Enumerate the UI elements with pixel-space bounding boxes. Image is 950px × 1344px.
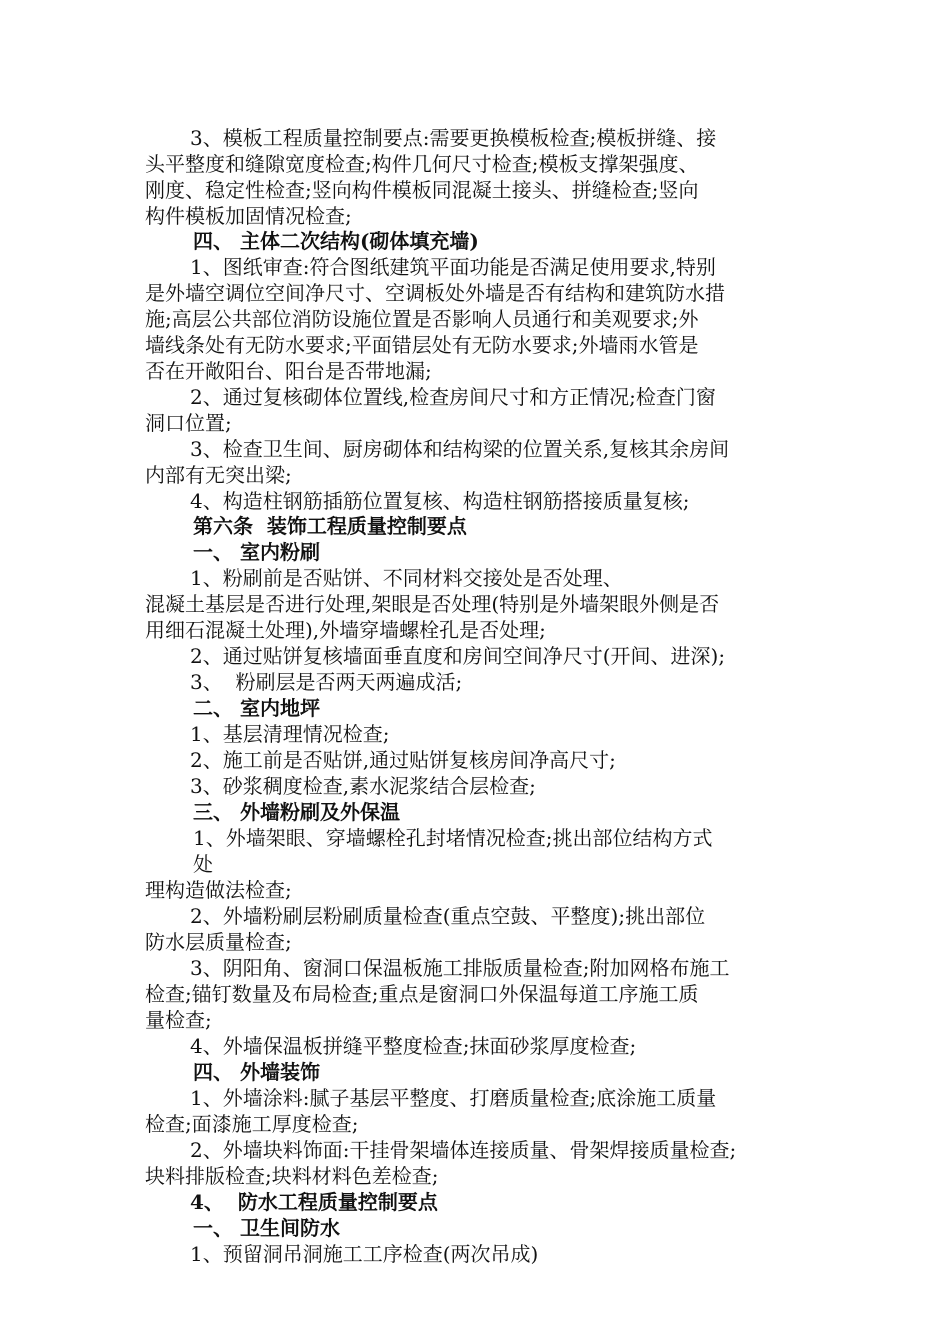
text-line: 检查;锚钉数量及布局检查;重点是窗洞口外保温每道工序施工质 bbox=[145, 982, 699, 1006]
text-line: 墙线条处有无防水要求;平面错层处有无防水要求;外墙雨水管是 bbox=[145, 333, 699, 357]
text-line: 3、 粉刷层是否两天两遍成活; bbox=[190, 670, 463, 694]
text-line: 2、施工前是否贴饼,通过贴饼复核房间净高尺寸; bbox=[190, 748, 616, 772]
text-line: 头平整度和缝隙宽度检查;构件几何尺寸检查;模板支撑架强度、 bbox=[145, 152, 699, 176]
text-line: 防水层质量检查; bbox=[145, 930, 292, 954]
text-line: 1、粉刷前是否贴饼、不同材料交接处是否处理、 bbox=[190, 566, 623, 590]
text-line: 1、预留洞吊洞施工工序检查(两次吊成) bbox=[190, 1242, 539, 1266]
section-heading: 三、 外墙粉刷及外保温 bbox=[193, 800, 400, 824]
text-line: 4、外墙保温板拼缝平整度检查;抹面砂浆厚度检查; bbox=[190, 1034, 637, 1058]
text-line: 3、检查卫生间、厨房砌体和结构梁的位置关系,复核其余房间 bbox=[190, 437, 730, 461]
text-line: 1、基层清理情况检查; bbox=[190, 722, 390, 746]
text-line: 是外墙空调位空间净尺寸、空调板处外墙是否有结构和建筑防水措 bbox=[145, 281, 725, 305]
text-line: 4、构造柱钢筋插筋位置复核、构造柱钢筋搭接质量复核; bbox=[190, 489, 690, 513]
article-heading: 第六条 装饰工程质量控制要点 bbox=[193, 514, 467, 538]
text-line: 洞口位置; bbox=[145, 411, 232, 435]
article-heading: 4、 防水工程质量控制要点 bbox=[190, 1190, 438, 1214]
text-line: 3、阴阳角、窗洞口保温板施工排版质量检查;附加网格布施工 bbox=[190, 956, 730, 980]
text-line: 用细石混凝土处理),外墙穿墙螺栓孔是否处理; bbox=[145, 618, 546, 642]
text-line: 2、通过贴饼复核墙面垂直度和房间空间净尺寸(开间、进深); bbox=[190, 644, 726, 668]
text-line: 理构造做法检查; bbox=[145, 878, 292, 902]
text-line: 1、外墙架眼、穿墙螺栓孔封堵情况检查;挑出部位结构方式 bbox=[193, 826, 713, 850]
text-line: 1、图纸审查:符合图纸建筑平面功能是否满足使用要求,特别 bbox=[190, 255, 716, 279]
text-line: 检查;面漆施工厚度检查; bbox=[145, 1112, 359, 1136]
text-line: 构件模板加固情况检查; bbox=[145, 204, 352, 228]
text-line: 3、模板工程质量控制要点:需要更换模板检查;模板拼缝、接 bbox=[190, 126, 717, 150]
text-line: 内部有无突出梁; bbox=[145, 463, 292, 487]
section-heading: 一、 室内粉刷 bbox=[193, 540, 320, 564]
section-heading: 四、 主体二次结构(砌体填充墙) bbox=[193, 229, 479, 253]
text-line: 块料排版检查;块料材料色差检查; bbox=[145, 1164, 439, 1188]
text-line: 施;高层公共部位消防设施位置是否影响人员通行和美观要求;外 bbox=[145, 307, 699, 331]
text-line: 混凝土基层是否进行处理,架眼是否处理(特别是外墙架眼外侧是否 bbox=[145, 592, 720, 616]
text-line: 量检查; bbox=[145, 1008, 212, 1032]
section-heading: 一、 卫生间防水 bbox=[193, 1216, 340, 1240]
text-line: 1、外墙涂料:腻子基层平整度、打磨质量检查;底涂施工质量 bbox=[190, 1086, 717, 1110]
text-line: 2、外墙块料饰面:干挂骨架墙体连接质量、骨架焊接质量检查; bbox=[190, 1138, 737, 1162]
section-heading: 四、 外墙装饰 bbox=[193, 1060, 320, 1084]
section-heading: 二、 室内地坪 bbox=[193, 696, 320, 720]
text-line: 2、通过复核砌体位置线,检查房间尺寸和方正情况;检查门窗 bbox=[190, 385, 716, 409]
text-line: 2、外墙粉刷层粉刷质量检查(重点空鼓、平整度);挑出部位 bbox=[190, 904, 706, 928]
text-line: 3、砂浆稠度检查,素水泥浆结合层检查; bbox=[190, 774, 536, 798]
text-line: 处 bbox=[193, 852, 213, 876]
text-line: 刚度、稳定性检查;竖向构件模板同混凝土接头、拼缝检查;竖向 bbox=[145, 178, 699, 202]
text-line: 否在开敞阳台、阳台是否带地漏; bbox=[145, 359, 432, 383]
